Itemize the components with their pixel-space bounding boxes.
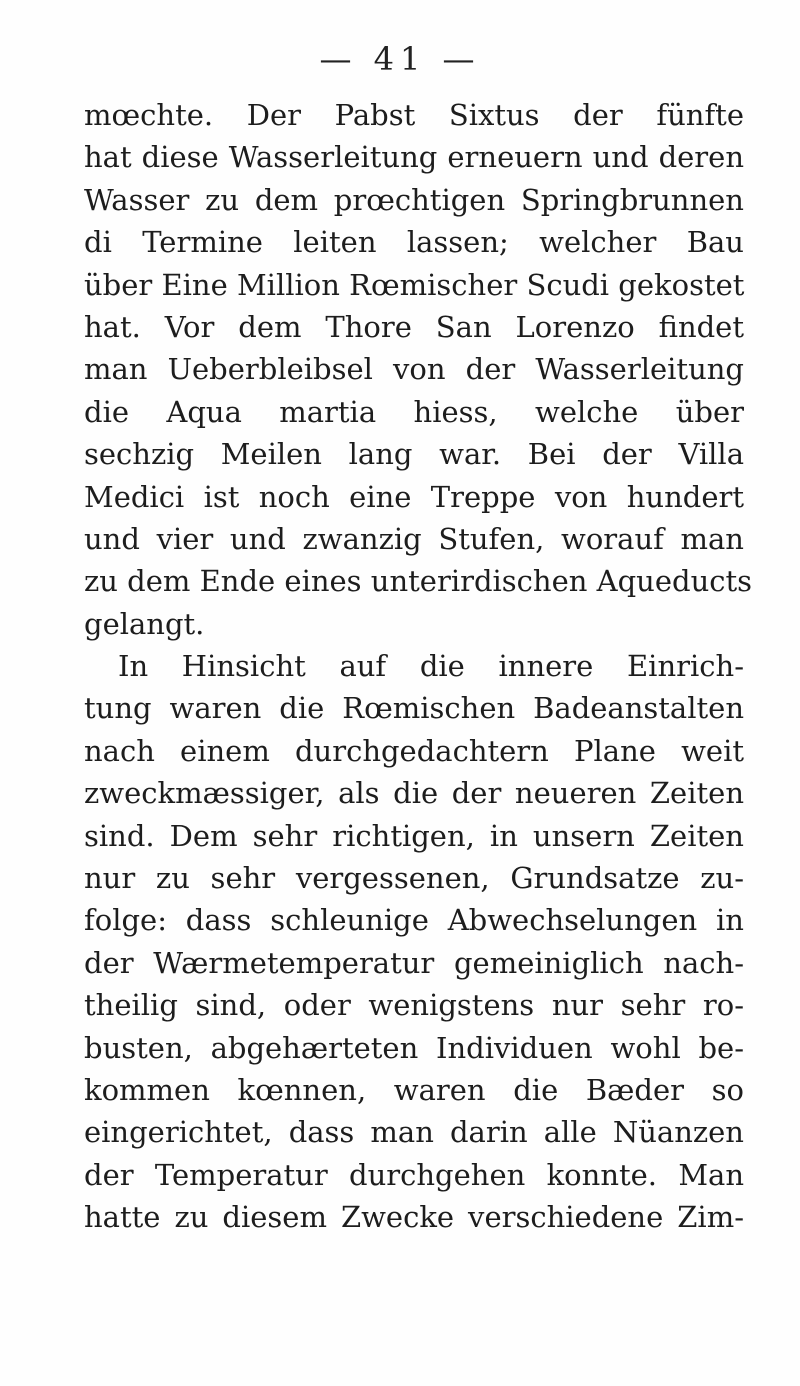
text-line: zweckmæssiger, als die der neueren Zeiten <box>84 776 744 811</box>
text-line: tung waren die Rœmischen Badeanstalten <box>84 691 744 726</box>
text-line: Medici ist noch eine Treppe von hundert <box>84 479 744 514</box>
text-line: busten, abgehærteten Individuen wohl be- <box>84 1030 744 1065</box>
body-text <box>84 94 753 1239</box>
text-line: hat. Vor dem Thore San Lorenzo findet <box>84 309 744 344</box>
text-line: folge: dass schleunige Abwechselungen in <box>84 903 744 938</box>
text-line: man Ueberbleibsel von der Wasserleitung <box>84 352 744 387</box>
text-line: nur zu sehr vergessenen, Grundsatze zu- <box>84 861 744 896</box>
text-line: sechzig Meilen lang war. Bei der Villa <box>84 437 744 472</box>
text-line: zu dem Ende eines unterirdischen Aqueducts <box>84 564 753 599</box>
text-line: hatte zu diesem Zwecke verschiedene Zim- <box>84 1200 744 1235</box>
text-line: sind. Dem sehr richtigen, in unsern Zeiten <box>84 818 744 853</box>
text-line: mœchte. Der Pabst Sixtus der fünfte <box>84 98 744 132</box>
text-line: kommen kœnnen, waren die Bæder so <box>84 1072 744 1107</box>
text-line: nach einem durchgedachtern Plane weit <box>84 733 744 768</box>
text-line: der Temperatur durchgehen konnte. Man <box>84 1157 744 1192</box>
text-line: eingerichtet, dass man darin alle Nüanzen <box>84 1115 744 1150</box>
text-line: der Wærmetemperatur gemeiniglich nach- <box>84 945 744 980</box>
text-line: und vier und zwanzig Stufen, worauf man <box>84 521 744 556</box>
text-line: theilig sind, oder wenigstens nur sehr ro- <box>84 988 744 1023</box>
text-line: Wasser zu dem prœchtigen Springbrunnen <box>84 182 744 217</box>
text-line: hat diese Wasserleitung erneuern und deren <box>84 140 744 175</box>
text-line: di Termine leiten lassen; welcher Bau <box>84 225 744 260</box>
text-line: die Aqua martia hiess, welche über <box>84 394 744 429</box>
page-number: — 41 — <box>319 40 481 78</box>
text-line: In Hinsicht auf die innere Einrich- <box>118 649 744 684</box>
text-line: gelangt. <box>84 606 205 641</box>
text-line: über Eine Million Rœmischer Scudi gekostet <box>84 267 745 302</box>
